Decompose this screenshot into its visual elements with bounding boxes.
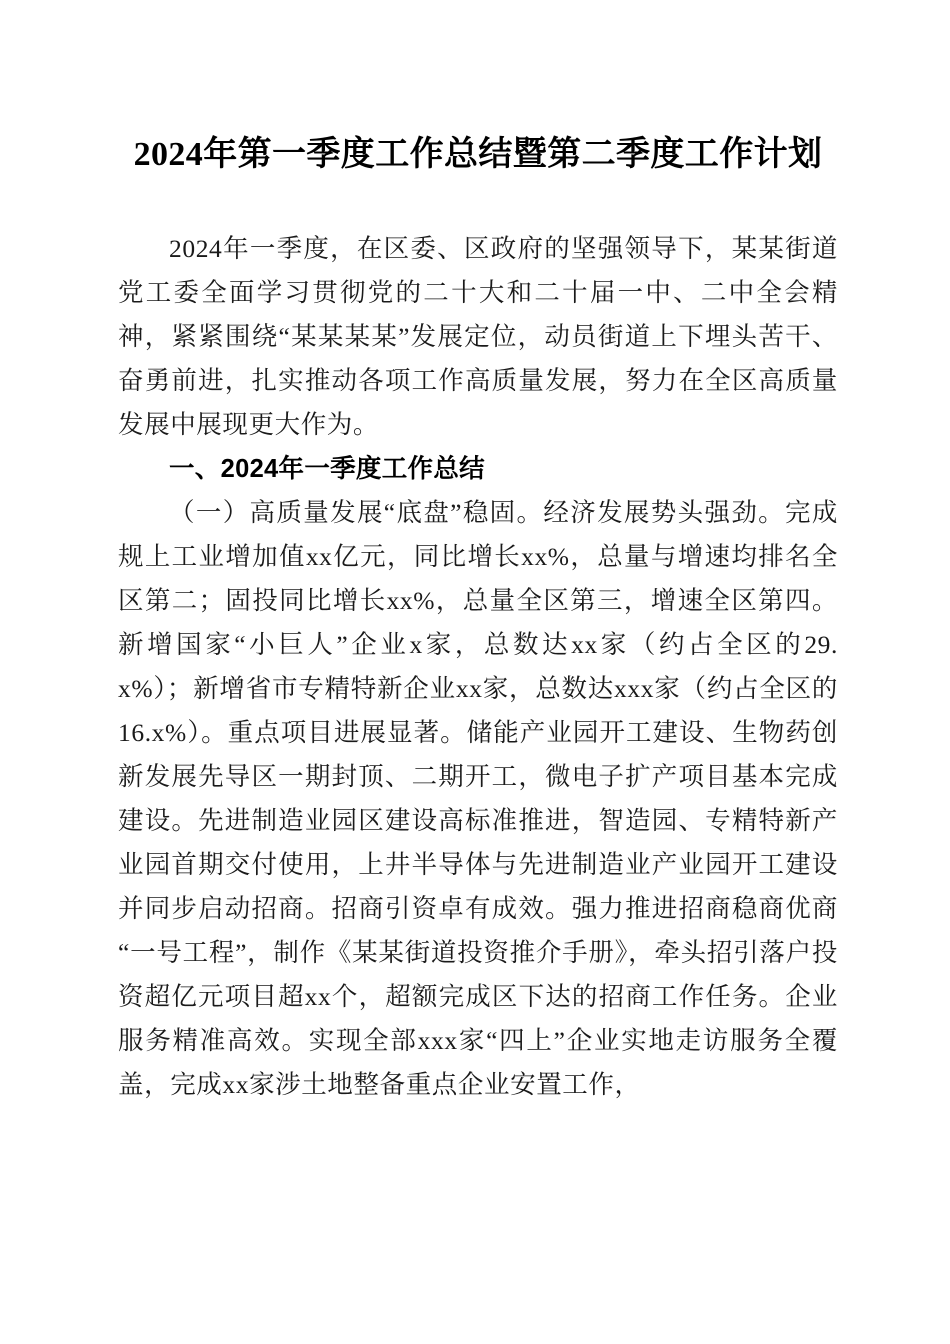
paragraph-intro: 2024年一季度，在区委、区政府的坚强领导下，某某街道党工委全面学习贯彻党的二十大和二十届一中、二中全会精神，紧紧围绕“某某某某”发展定位，动员街道上下埋头苦干、奋勇前进，扎实推动各项工作高质量发展，努力在全区高质量发展中展现更大作为。 [118,234,838,439]
page-content-area [118,0,838,1267]
title-spacer [118,179,838,227]
paragraph-section-1-item-1: （一）高质量发展“底盘”稳固。经济发展势头强劲。完成规上工业增加值xx亿元，同比增长xx%，总量与增速均排名全区第二；固投同比增长xx%，总量全区第三，增速全区第四。新增国家“小巨人”企业x家，总数达xx家（约占全区的29.x%）；新增省市专精特新企业xx家，总数达xxx家（约占全区的16.x%）。重点项目进展显著。储能产业园开工建设、生物药创新发展先导区一期封顶、二期开工，微电子扩产项目基本完成建设。先进制造业园区建设高标准推进，智造园、专精特新产业园首期交付使用，上井半导体与先进制造业产业园开工建设并同步启动招商。招商引资卓有成效。强力推进招商稳商优商“一号工程”，制作《某某街道投资推介手册》，牵头招引落户投资超亿元项目超xx个，超额完成区下达的招商工作任务。企业服务精准高效。实现全部xxx家“四上”企业实地走访服务全覆盖，完成xx家涉土地整备重点企业安置工作， [118,498,838,1099]
page-title: 2024年第一季度工作总结暨第二季度工作计划 [133,136,823,173]
page-bottom-margin [118,1107,838,1267]
section-heading-1: 一、2024年一季度工作总结 [169,455,485,483]
